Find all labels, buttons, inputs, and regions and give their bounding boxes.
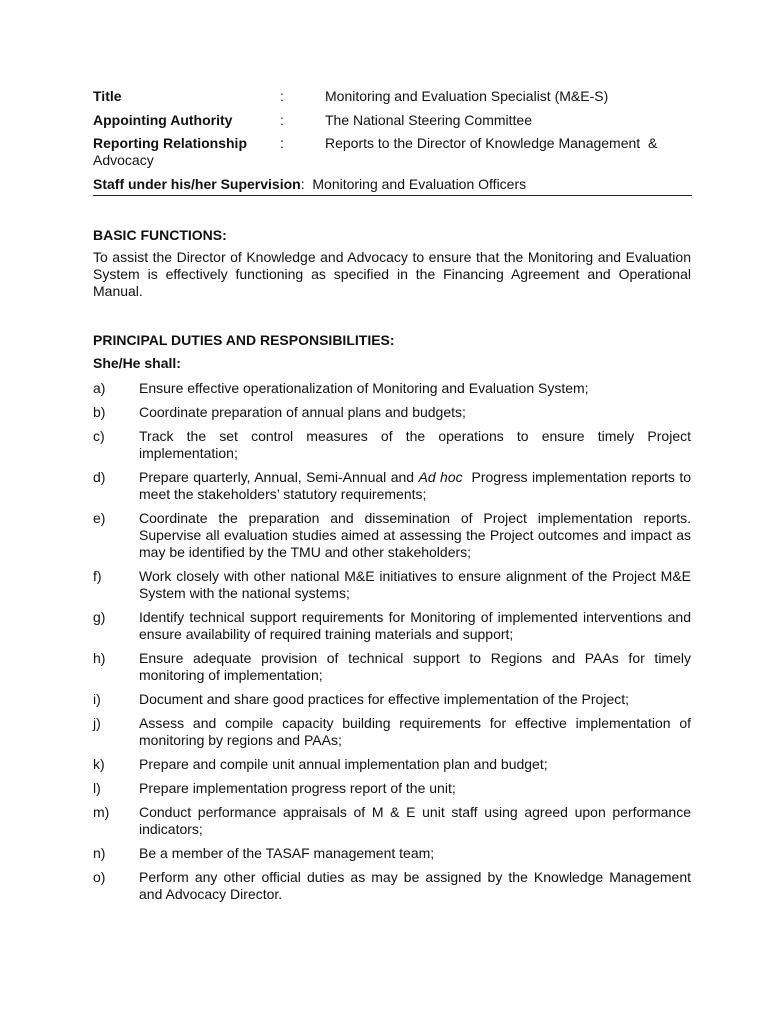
colon: : [280, 112, 284, 128]
item-text: Perform any other official duties as may be assigned by the Knowledge Management and Advocacy Director. [139, 869, 691, 902]
item-text: Assess and compile capacity building requirements for effective implementation of monitoring by regions and PAAs; [139, 715, 691, 748]
duties-list [93, 380, 695, 910]
item-label: o) [93, 869, 106, 885]
colon: : [280, 135, 284, 151]
text-after: Progress implementation reports to meet the stakeholders’ statutory requirements; [139, 469, 695, 502]
list-item [93, 404, 691, 421]
item-text: Work closely with other national M&E initiatives to ensure alignment of the Project M&E System with the national systems; [139, 568, 691, 601]
list-item [93, 715, 691, 749]
item-text [139, 469, 695, 503]
item-label: d) [93, 469, 106, 485]
item-label: c) [93, 428, 105, 444]
item-label: h) [93, 650, 106, 666]
reporting-continued: Advocacy [93, 152, 154, 168]
item-label: m) [93, 804, 110, 820]
item-text: Identify technical support requirements for Monitoring of implemented interventions and ensure availability of required training materials and support; [139, 609, 691, 642]
title-value: Monitoring and Evaluation Specialist (M&E-S) [325, 88, 609, 104]
item-label: l) [93, 780, 101, 796]
list-item [93, 804, 691, 838]
text-before: Prepare quarterly, Annual, Semi-Annual and [139, 469, 419, 485]
reporting-label: Reporting Relationship [93, 135, 247, 151]
duties-heading: PRINCIPAL DUTIES AND RESPONSIBILITIES: [93, 332, 395, 348]
staff-value: Monitoring and Evaluation Officers [312, 176, 527, 192]
item-text: Track the set control measures of the operations to ensure timely Project implementation; [139, 428, 691, 461]
item-label: i) [93, 691, 101, 707]
list-item [93, 756, 691, 773]
item-label: j) [93, 715, 101, 731]
list-item [93, 869, 691, 903]
item-text: Be a member of the TASAF management team; [139, 845, 435, 861]
item-text: Prepare and compile unit annual implementation plan and budget; [139, 756, 548, 772]
list-item [93, 650, 691, 684]
item-label: b) [93, 404, 106, 420]
list-item [93, 780, 691, 797]
staff-row [93, 176, 693, 193]
colon: : [300, 176, 305, 192]
list-item [93, 568, 691, 602]
item-label: e) [93, 510, 106, 526]
authority-value: The National Steering Committee [325, 112, 532, 128]
list-item [93, 469, 695, 503]
item-label: f) [93, 568, 102, 584]
item-text: Document and share good practices for effective implementation of the Project; [139, 691, 630, 707]
basic-functions-heading: BASIC FUNCTIONS: [93, 227, 227, 243]
list-item [93, 510, 691, 561]
title-label: Title [93, 88, 122, 104]
list-item [93, 428, 691, 462]
item-text: Ensure effective operationalization of Monitoring and Evaluation System; [139, 380, 589, 396]
authority-label: Appointing Authority [93, 112, 233, 128]
item-label: n) [93, 845, 106, 861]
list-item [93, 380, 691, 397]
staff-label: Staff under his/her Supervision [93, 176, 301, 192]
colon: : [280, 88, 284, 104]
basic-functions-text: To assist the Director of Knowledge and Advocacy to ensure that the Monitoring and Evaluation System is effectively functioning as specified in the Financing Agreement and Operational Manual. [93, 249, 691, 299]
item-text: Coordinate the preparation and dissemination of Project implementation reports. Supervise all evaluation studies aimed at assessing the Project outcomes and impact as may be identified by the TMU and other stakeholders; [139, 510, 691, 560]
item-text: Conduct performance appraisals of M & E unit staff using agreed upon performance indicators; [139, 804, 691, 837]
text-italic: Ad hoc [418, 469, 463, 485]
reporting-value: Reports to the Director of Knowledge Management & [325, 135, 658, 151]
item-label: g) [93, 609, 106, 625]
duties-subheading: She/He shall: [93, 355, 181, 371]
list-item [93, 691, 691, 708]
item-label: k) [93, 756, 105, 772]
item-text: Ensure adequate provision of technical support to Regions and PAAs for timely monitoring of implementation; [139, 650, 691, 683]
item-label: a) [93, 380, 106, 396]
item-text: Prepare implementation progress report of the unit; [139, 780, 456, 796]
list-item [93, 609, 691, 643]
item-text: Coordinate preparation of annual plans and budgets; [139, 404, 466, 420]
divider [93, 195, 692, 196]
list-item [93, 845, 691, 862]
